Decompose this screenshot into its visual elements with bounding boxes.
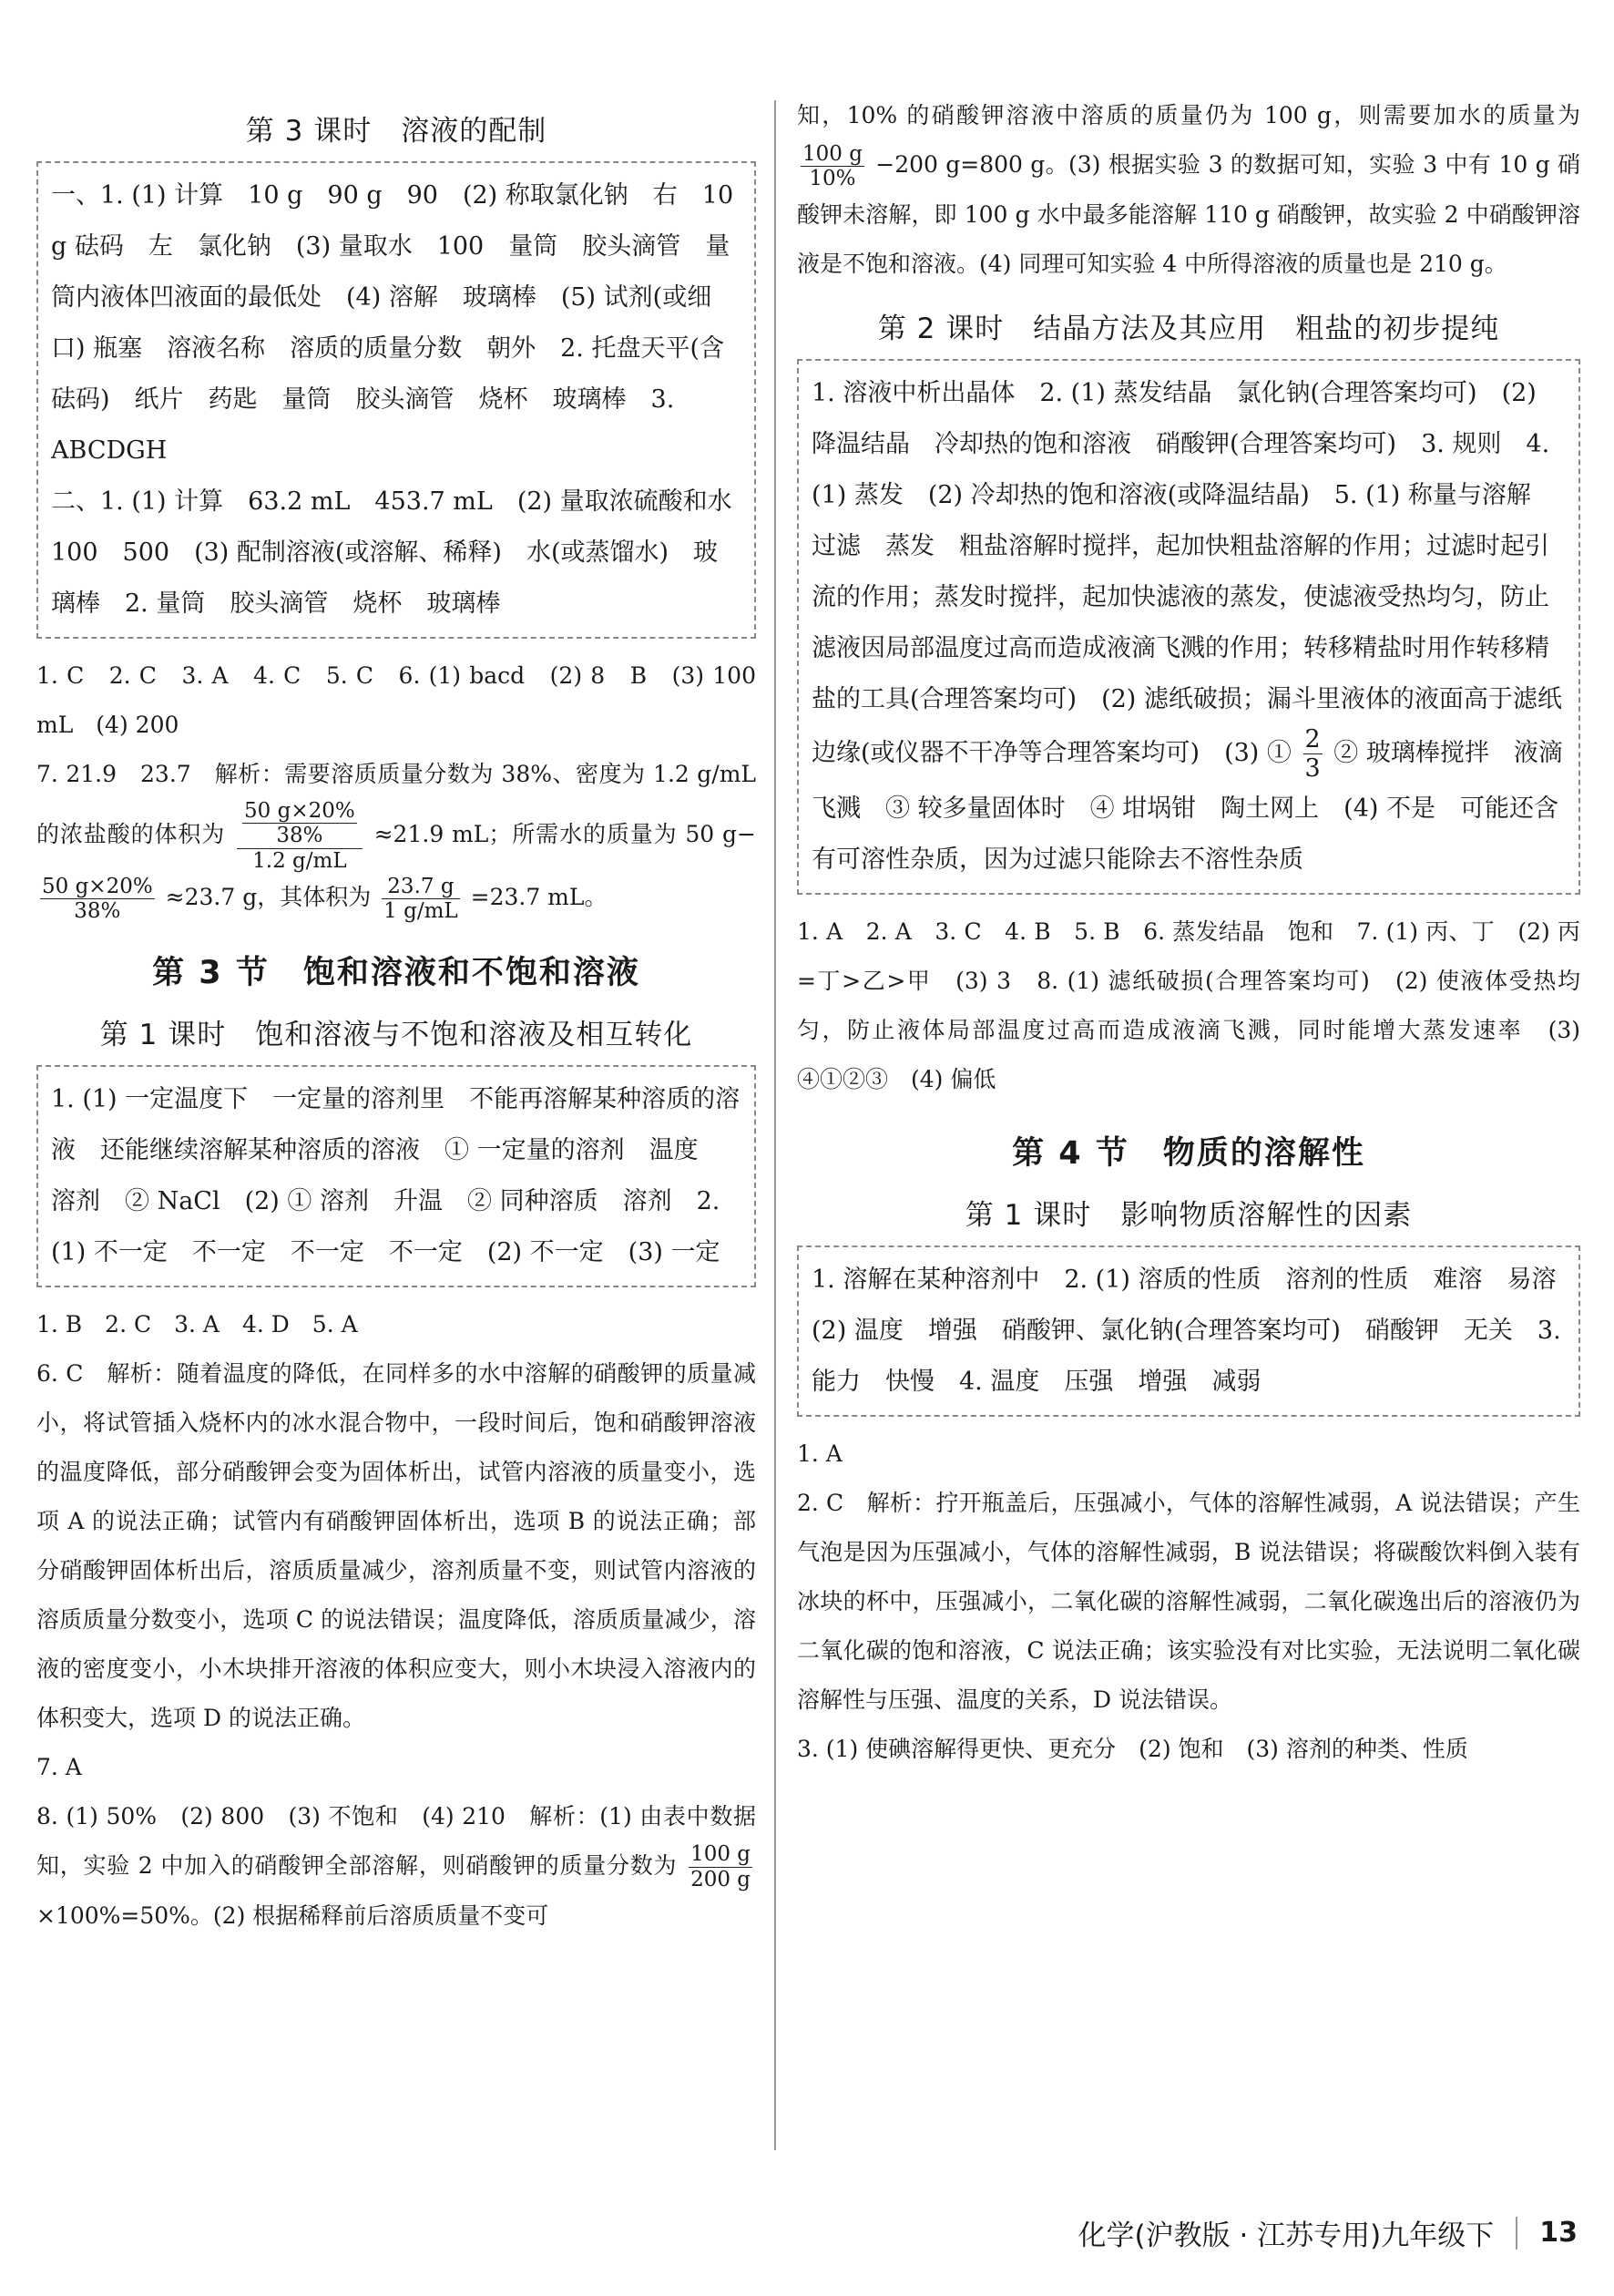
question-7-explanation (36, 750, 756, 924)
question-6-explanation: 6. C 解析：随着温度的降低，在同样多的水中溶解的硝酸钾的质量减小，将试管插入烧杯内的冰水混合物中，一段时间后，饱和硝酸钾溶液的温度降低，部分硝酸钾会变为固体析出，试管内溶液的质量变小，选项 A 的说法正确；试管内有硝酸钾固体析出，选项 B 的说法正确；部分硝酸钾固体析出后，溶质质量减少，溶剂质量不变，则试管内溶液的溶质质量分数变小，选项 C 的说法错误；温度降低，溶质质量减少，溶液的密度变小，小木块排开溶液的体积应变大，则小木块浸入溶液内的体积变大，选项 D 的说法正确。 (36, 1359, 756, 1731)
answer-box-3 (797, 359, 1580, 894)
box3-fraction (1303, 725, 1323, 783)
footer-separator (1516, 2217, 1517, 2250)
box3-fraction-den: 3 (1304, 754, 1321, 784)
answers-3: 1. A 2. A 3. C 4. B 5. B 6. 蒸发结晶 饱和 7. (1) 丙、丁 (2) 丙=丁>乙>甲 (3) 3 8. (1) 滤纸破损(合理答案均可) (2) 使液体受热均匀，防止液体局部温度过高而造成液滴飞溅，同时能增大蒸发速率 (3) ④①②③ (4) 偏低 (797, 917, 1580, 1092)
q8-text-a: 8. (1) 50% (2) 800 (3) 不饱和 (4) 210 解析：(1) 由表中数据知，实验 2 中加入的硝酸钾全部溶解，则硝酸钾的质量分数为 (36, 1802, 756, 1879)
q7-fraction-2-num: 50 g×20% (42, 874, 153, 898)
box3-text-a: 1. 溶液中析出晶体 2. (1) 蒸发结晶 氯化钠(合理答案均可) (2) 降温结晶 冷却热的饱和溶液 硝酸钾(合理答案均可) 3. 规则 4. (1) 蒸发 (2) 冷却热的饱和溶液(或降温结晶) 5. (1) 称量与溶解 过滤 蒸发 粗盐溶解时搅拌，起加快粗盐溶解的作用；过滤时起引流的作用；蒸发时搅拌，起加快滤液的蒸发，使滤液受热均匀，防止滤液因局部温度过高而造成液滴飞溅的作用；转移精盐时用作转移精盐的工具(合理答案均可) (2) 滤纸破损；漏斗里液体的液面高于滤纸边缘(或仪器不干净等合理答案均可) (3) ① (812, 379, 1562, 768)
q7-text-a: 7. 21.9 23.7 解析：需要溶质质量分数为 38%、密度为 1.2 g/mL 的浓盐酸的体积为 (36, 761, 756, 848)
q7-fraction-1-den: 1.2 g/mL (252, 848, 347, 873)
box3-text-b: ② 玻璃棒搅拌 液滴飞溅 ③ 较多量固体时 ④ 坩埚钳 陶土网上 (4) 不是 可能还含有可溶性杂质，因为过滤只能除去不溶性杂质 (812, 739, 1563, 874)
box3-text (812, 368, 1566, 885)
lesson-2-title: 第 2 课时 结晶方法及其应用 粗盐的初步提纯 (877, 313, 1500, 346)
question-2-explanation: 2. C 解析：拧开瓶盖后，压强减小，气体的溶解性减弱，A 说法错误；产生气泡是因为压强减小，气体的溶解性减弱，B 说法错误；将碳酸饮料倒入装有冰块的杯中，压强减小，二氧化碳的溶解性减弱，二氧化碳逸出后的溶液仍为二氧化碳的饱和溶液，C 说法正确；该实验没有对比实验，无法说明二氧化碳溶解性与压强、温度的关系，D 说法错误。 (797, 1489, 1580, 1713)
box3-fraction-num: 2 (1304, 725, 1321, 754)
lesson-1-title: 第 1 课时 饱和溶液与不饱和溶液及相互转化 (99, 1018, 693, 1051)
q7-fraction-2-den: 38% (74, 899, 121, 924)
cont-fraction-den: 10% (809, 167, 856, 190)
q7-fraction-3-num: 23.7 g (382, 875, 460, 899)
cont-text-a: 知，10% 的硝酸钾溶液中溶质的质量仍为 100 g，则需要加水的质量为 (797, 102, 1580, 128)
box2-text: 1. (1) 一定温度下 一定量的溶剂里 不能再溶解某种溶质的溶液 还能继续溶解某种溶质的溶液 ① 一定量的溶剂 温度 溶剂 ② NaCl (2) ① 溶剂 升温 ② 同种溶质 溶剂 2. (1) 不一定 不一定 不一定 不一定 (2) 不一定 (3) 一定 (51, 1084, 741, 1266)
answer-box-1 (36, 161, 756, 639)
cont-text-b: −200 g=800 g。(3) 根据实验 3 的数据可知，实验 3 中有 10 g 硝酸钾未溶解，即 100 g 水中最多能溶解 110 g 硝酸钾，故实验 2 中硝酸钾溶液是不饱和溶液。(4) 同理可知实验 4 中所得溶液的质量也是 210 g。 (797, 151, 1580, 278)
q8-text-b: ×100%=50%。(2) 根据稀释前后溶质质量不变可 (36, 1902, 549, 1930)
q7-fraction-3-den: 1 g/mL (383, 899, 458, 924)
box4-text: 1. 溶解在某种溶剂中 2. (1) 溶质的性质 溶剂的性质 难溶 易溶 (2) 温度 增强 硝酸钾、氯化钠(合理答案均可) 硝酸钾 无关 3. 能力 快慢 4. 温度 压强 增强 减弱 (812, 1265, 1581, 1396)
q8-fraction-num: 100 g (690, 1842, 751, 1867)
q7-inner-den: 38% (276, 824, 323, 848)
q7-fraction-1 (237, 799, 363, 873)
right-column (797, 91, 1580, 1774)
q7-fraction-3 (382, 875, 460, 924)
page-number: 13 (1539, 2217, 1578, 2249)
left-column (36, 91, 756, 1941)
question-3-answer: 3. (1) 使碘溶解得更快、更充分 (2) 饱和 (3) 溶剂的种类、性质 (797, 1735, 1468, 1762)
q7-text-c: ≈23.7 g，其体积为 (165, 884, 372, 911)
answer-box-2 (36, 1065, 756, 1287)
cont-fraction (801, 142, 864, 191)
question-8-explanation (36, 1792, 756, 1941)
q7-inner-fraction (242, 799, 357, 848)
cont-fraction-num: 100 g (802, 141, 863, 166)
q7-inner-num: 50 g×20% (244, 799, 355, 823)
lesson-1b-title: 第 1 课时 影响物质溶解性的因素 (965, 1198, 1413, 1232)
continued-explanation (797, 91, 1580, 289)
lesson-3-title: 第 3 课时 溶液的配制 (245, 115, 547, 148)
q7-text-d: =23.7 mL。 (470, 884, 608, 911)
q8-fraction-den: 200 g (690, 1867, 751, 1891)
box1-part2: 二、1. (1) 计算 63.2 mL 453.7 mL (2) 量取浓硫酸和水 100 500 (3) 配制溶液(或溶解、稀释) 水(或蒸馏水) 玻璃棒 2. 量筒 胶头滴管 烧杯 玻璃棒 (51, 487, 757, 618)
answers-4: 1. A (797, 1440, 843, 1467)
q7-text-b: ≈21.9 mL；所需水的质量为 50 g− (373, 821, 757, 848)
column-divider (774, 100, 776, 2150)
box1-part1: 一、1. (1) 计算 10 g 90 g 90 (2) 称取氯化钠 右 10 g 砝码 左 氯化钠 (3) 量取水 100 量筒 胶头滴管 量筒内液体凹液面的最低处 (4) 溶解 玻璃棒 (5) 试剂(或细口) 瓶塞 溶液名称 溶质的质量分数 朝外 2. 托盘天平(含砝码) 纸片 药匙 量筒 胶头滴管 烧杯 玻璃棒 3. ABCDGH (51, 181, 734, 465)
answers-2: 1. B 2. C 3. A 4. D 5. A (36, 1310, 358, 1338)
book-title: 化学(沪教版 · 江苏专用)九年级下 (1078, 2219, 1495, 2252)
answers-1: 1. C 2. C 3. A 4. C 5. C 6. (1) bacd (2) 8 B (3) 100 mL (4) 200 (36, 662, 756, 738)
section-3-title: 第 3 节 饱和溶液和不饱和溶液 (152, 954, 640, 991)
section-4-title: 第 4 节 物质的溶解性 (1012, 1134, 1365, 1172)
page-footer (1078, 2212, 1578, 2253)
answer-box-4 (797, 1245, 1580, 1417)
q8-fraction (689, 1842, 752, 1891)
answer-7: 7. A (36, 1753, 82, 1780)
q7-fraction-2 (40, 875, 155, 924)
